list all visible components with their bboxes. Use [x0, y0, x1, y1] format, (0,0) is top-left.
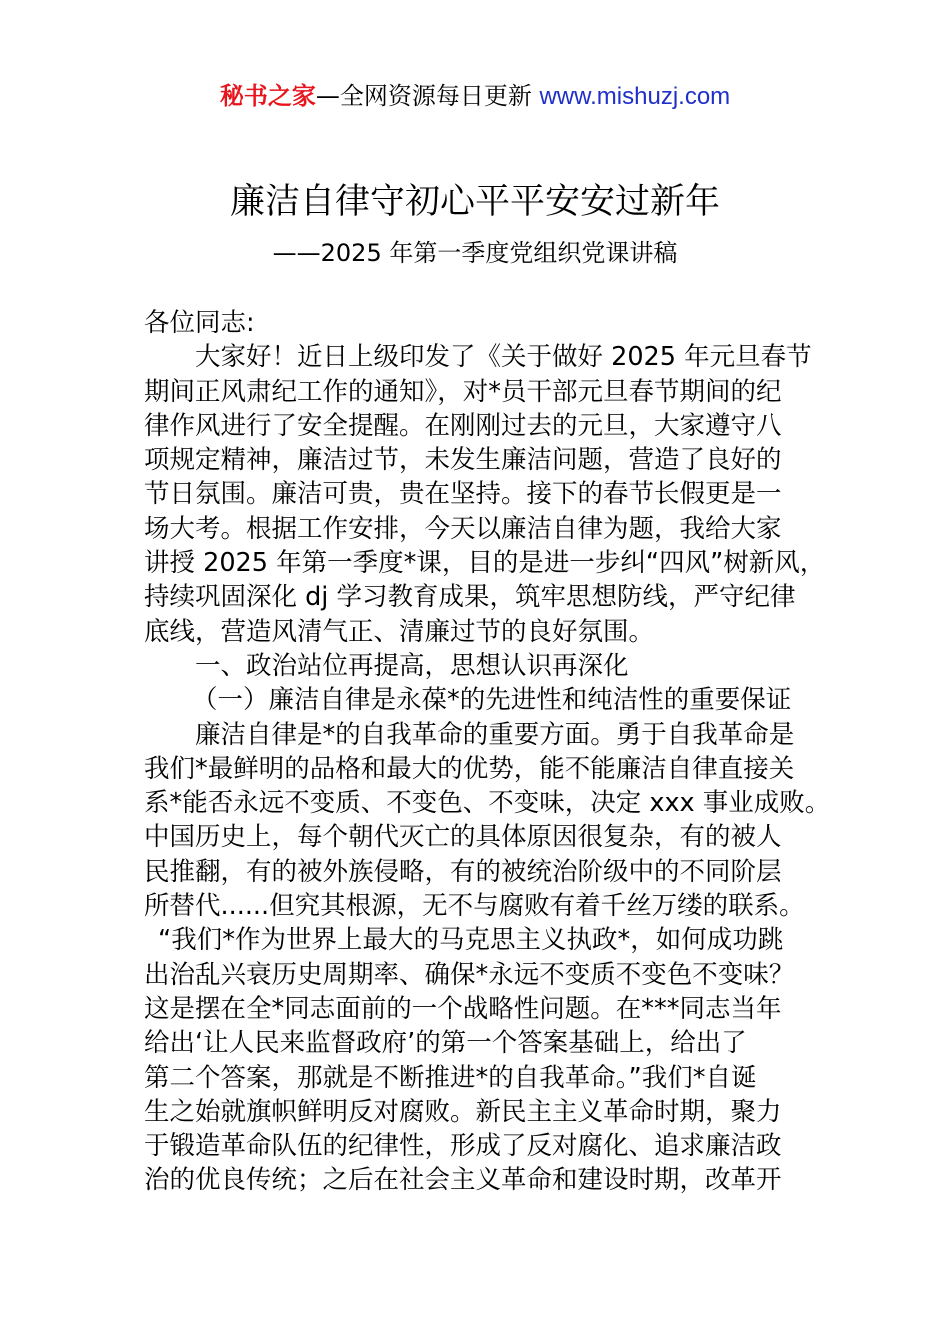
paragraph-line: 节日氛围。廉洁可贵，贵在坚持。接下的春节长假更是一 — [144, 479, 782, 510]
paragraph-line: 这是摆在全*同志面前的一个战略性问题。在***同志当年 — [144, 993, 782, 1024]
subsection-heading: （一）廉洁自律是永葆*的先进性和纯洁性的重要保证 — [192, 685, 792, 716]
paragraph-line: 律作风进行了安全提醒。在刚刚过去的元旦，大家遵守八 — [144, 410, 782, 441]
section-heading: 一、政治站位再提高，思想认识再深化 — [195, 650, 629, 681]
paragraph-line: 出治乱兴衰历史周期率、确保*永远不变质不变色不变味？ — [144, 959, 795, 990]
site-header — [0, 80, 950, 113]
paragraph-line: 底线，营造风清气正、清廉过节的良好氛围。 — [144, 616, 655, 647]
paragraph-line: 项规定精神，廉洁过节，未发生廉洁问题，营造了良好的 — [144, 445, 782, 476]
paragraph-line: 廉洁自律是*的自我革命的重要方面。勇于自我革命是 — [195, 719, 795, 750]
paragraph-line: 系*能否永远不变质、不变色、不变味，决定 xxx 事业成败。 — [144, 788, 831, 819]
paragraph-line: 中国历史上，每个朝代灭亡的具体原因很复杂，有的被人 — [144, 822, 782, 853]
paragraph-line: 期间正风肃纪工作的通知》，对*员干部元旦春节期间的纪 — [144, 376, 782, 407]
site-url-link[interactable]: www.mishuzj.com — [539, 83, 731, 110]
site-brand: 秘书之家 — [219, 82, 316, 110]
paragraph-line: 所替代......但究其根源，无不与腐败有着千丝万缕的联系。 — [144, 891, 805, 922]
paragraph-line: “我们*作为世界上最大的马克思主义执政*，如何成功跳 — [158, 925, 784, 956]
paragraph-line: 持续巩固深化 dj 学习教育成果，筑牢思想防线，严守纪律 — [144, 582, 796, 613]
paragraph-line: 于锻造革命队伍的纪律性，形成了反对腐化、追求廉洁政 — [144, 1131, 782, 1162]
paragraph-line: 讲授 2025 年第一季度*课，目的是进一步纠“四风”树新风， — [144, 548, 826, 579]
paragraph-line: 给出‘让人民来监督政府’的第一个答案基础上，给出了 — [144, 1028, 747, 1059]
paragraph-line: 生之始就旗帜鲜明反对腐败。新民主主义革命时期，聚力 — [144, 1096, 782, 1127]
paragraph-line: 我们*最鲜明的品格和最大的优势，能不能廉洁自律直接关 — [144, 753, 795, 784]
document-subtitle: ——2025 年第一季度党组织党课讲稿 — [272, 239, 678, 267]
salutation: 各位同志: — [144, 308, 255, 338]
paragraph-line: 民推翻，有的被外族侵略，有的被统治阶级中的不同阶层 — [144, 856, 782, 887]
paragraph-line: 大家好！近日上级印发了《关于做好 2025 年元旦春节 — [195, 342, 812, 373]
site-tagline: —全网资源每日更新 — [315, 82, 532, 110]
paragraph-line: 治的优良传统；之后在社会主义革命和建设时期，改革开 — [144, 1165, 782, 1196]
document-title: 廉洁自律守初心平平安安过新年 — [229, 182, 720, 222]
paragraph-line: 第二个答案，那就是不断推进*的自我革命。”我们*自诞 — [144, 1062, 757, 1093]
paragraph-line: 场大考。根据工作安排，今天以廉洁自律为题，我给大家 — [144, 513, 782, 544]
document-body — [144, 306, 834, 1198]
